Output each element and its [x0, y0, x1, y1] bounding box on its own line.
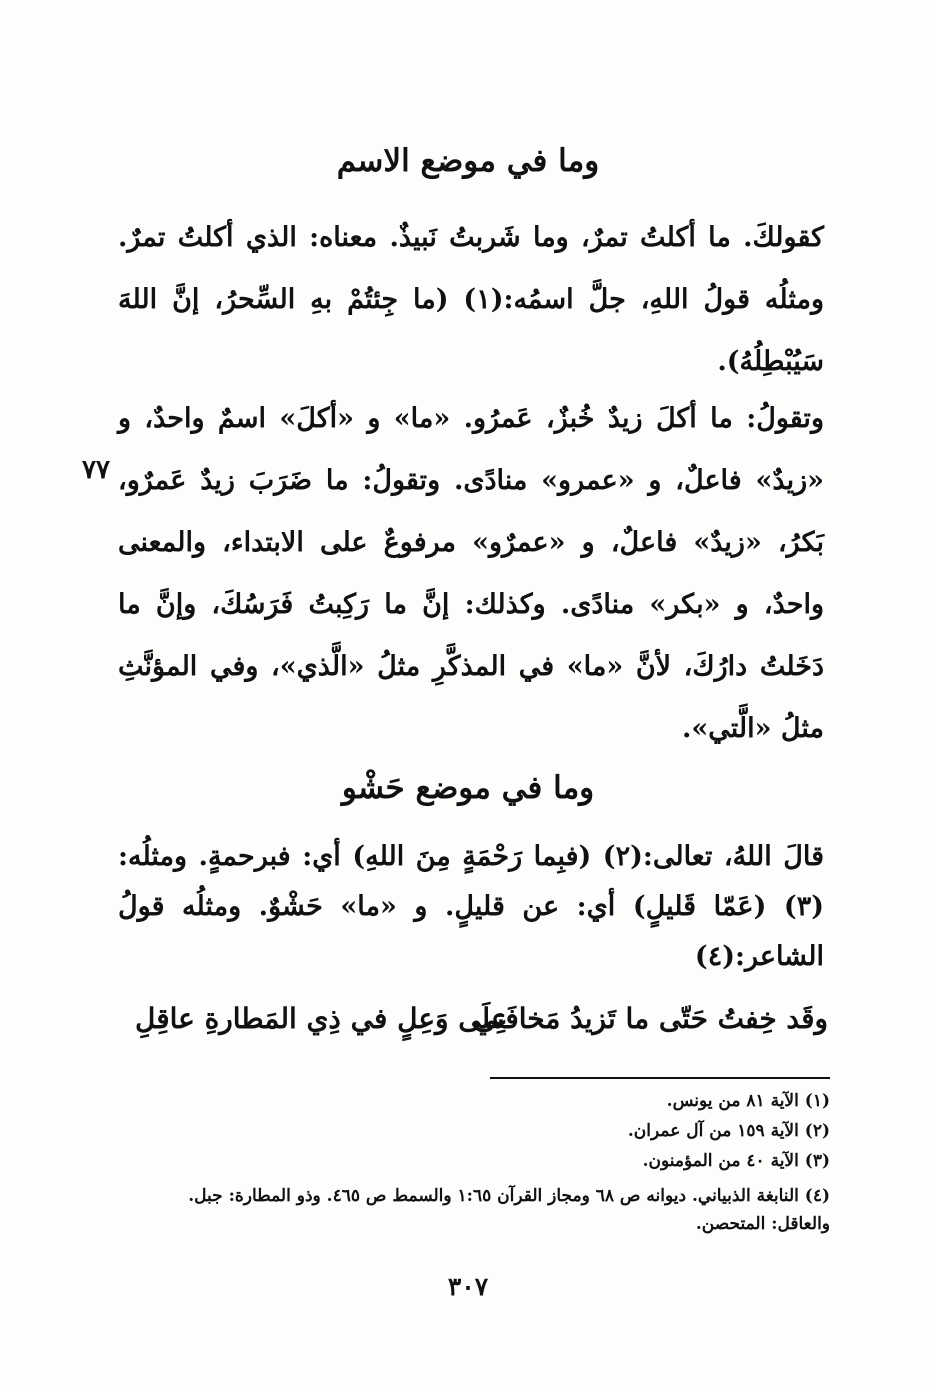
- margin-line-number: ٧٧: [82, 455, 110, 485]
- section-heading-noun-position: وما في موضع الاسم: [336, 143, 600, 179]
- footnotes-section: [130, 1086, 830, 1238]
- footnote-divider: [490, 1077, 830, 1079]
- section-heading-filler-position: وما في موضع حَشْو: [341, 770, 595, 806]
- paragraph-filler-examples: قالَ اللهُ، تعالى:(٢) (فبِما رَحْمَةٍ مِنَ اللهِ) أي: فبرحمةٍ. ومثلُه:(٣) (عَمّا قَليلٍ) أي: عن قليلٍ. و «ما» حَشْوٌ. ومثلُه قولُ الشاعر:(٤): [118, 841, 824, 972]
- verse-second-hemistich: علَى وَعِلٍ في ذِي المَطارةِ عاقِلِ: [135, 1002, 508, 1035]
- verse-first-hemistich: وقَد خِفتُ حَتّى ما تَزيدُ مَخافَتِي: [473, 1002, 828, 1035]
- footnote-4: (٤) النابغة الذبياني. ديوانه ص ٦٨ ومجاز القرآن ١:٦٥ والسمط ص ٤٦٥. وذو المطارة: جبل. والعاقل: المتحصن.: [188, 1186, 830, 1234]
- paragraph-noun-examples: كقولكَ. ما أكلتُ تمرٌ، وما شَربتُ نَبيذٌ. معناه: الذي أكلتُ تمرٌ. ومثلُه قولُ اللهِ، جلَّ اسمُه:(١) (ما جِئتُمْ بهِ السِّحرُ، إنَّ اللهَ سَيُبْطِلُهُ).: [118, 222, 824, 377]
- page-number: ٣٠٧: [447, 1272, 489, 1301]
- footnote-3: (٣) الآية ٤٠ من المؤمنون.: [642, 1151, 830, 1171]
- footnote-1: (١) الآية ٨١ من يونس.: [666, 1091, 830, 1111]
- footnote-2: (٢) الآية ١٥٩ من آل عمران.: [627, 1121, 830, 1141]
- paragraph-case-analysis: وتقولُ: ما أكلَ زيدٌ خُبزٌ، عَمرُو. «ما» و «أكلَ» اسمٌ واحدٌ، و «زيدٌ» فاعلٌ، و «عمرو» منادًى. وتقولُ: ما ضَرَبَ زيدٌ عَمرٌو، بَكرُ، «زيدٌ» فاعلٌ، و «عمرٌو» مرفوعٌ على الابتداء، والمعنى واحدٌ، و «بكر» منادًى. وكذلك: إنَّ ما رَكِبتُ فَرَسُكَ، وإنَّ ما دَخَلتُ دارُكَ، لأنَّ «ما» في المذكَّرِ مثلُ «الَّذي»، وفي المؤنَّثِ مثلُ «الَّتي».: [118, 403, 824, 744]
